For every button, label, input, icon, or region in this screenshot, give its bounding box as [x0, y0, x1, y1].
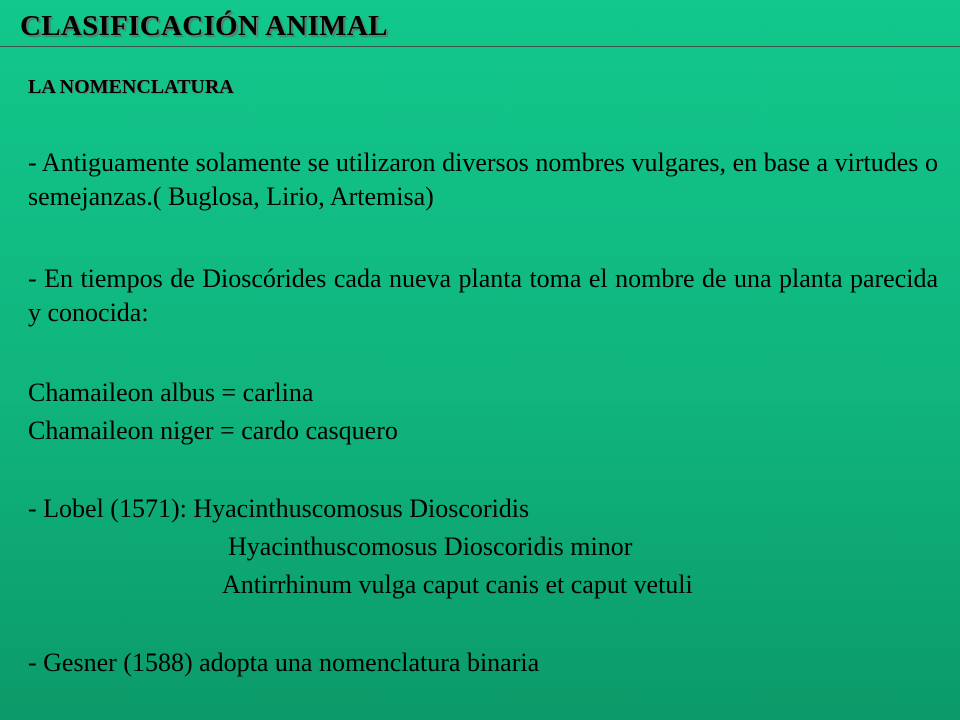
title-divider — [0, 46, 960, 47]
lobel-line-1: - Lobel (1571): Hyacinthuscomosus Dioscoridis — [28, 494, 530, 523]
lobel-line-2: Hyacinthuscomosus Dioscoridis minor — [228, 532, 633, 561]
slide-title: CLASIFICACIÓN ANIMAL — [20, 10, 388, 42]
lobel-line-3: Antirrhinum vulga caput canis et caput vetuli — [222, 570, 693, 599]
example-chamaileon-niger: Chamaileon niger = cardo casquero — [28, 416, 398, 445]
paragraph-dioscorides: - En tiempos de Dioscórides cada nueva planta toma el nombre de una planta parecida y conocida: — [28, 264, 938, 327]
paragraph-antiguamente: - Antiguamente solamente se utilizaron diversos nombres vulgares, en base a virtudes o semejanzas.( Buglosa, Lirio, Artemisa) — [28, 148, 938, 211]
section-subtitle: LA NOMENCLATURA — [28, 76, 234, 98]
paragraph-gesner: - Gesner (1588) adopta una nomenclatura binaria — [28, 648, 540, 677]
example-chamaileon-albus: Chamaileon albus = carlina — [28, 378, 314, 407]
